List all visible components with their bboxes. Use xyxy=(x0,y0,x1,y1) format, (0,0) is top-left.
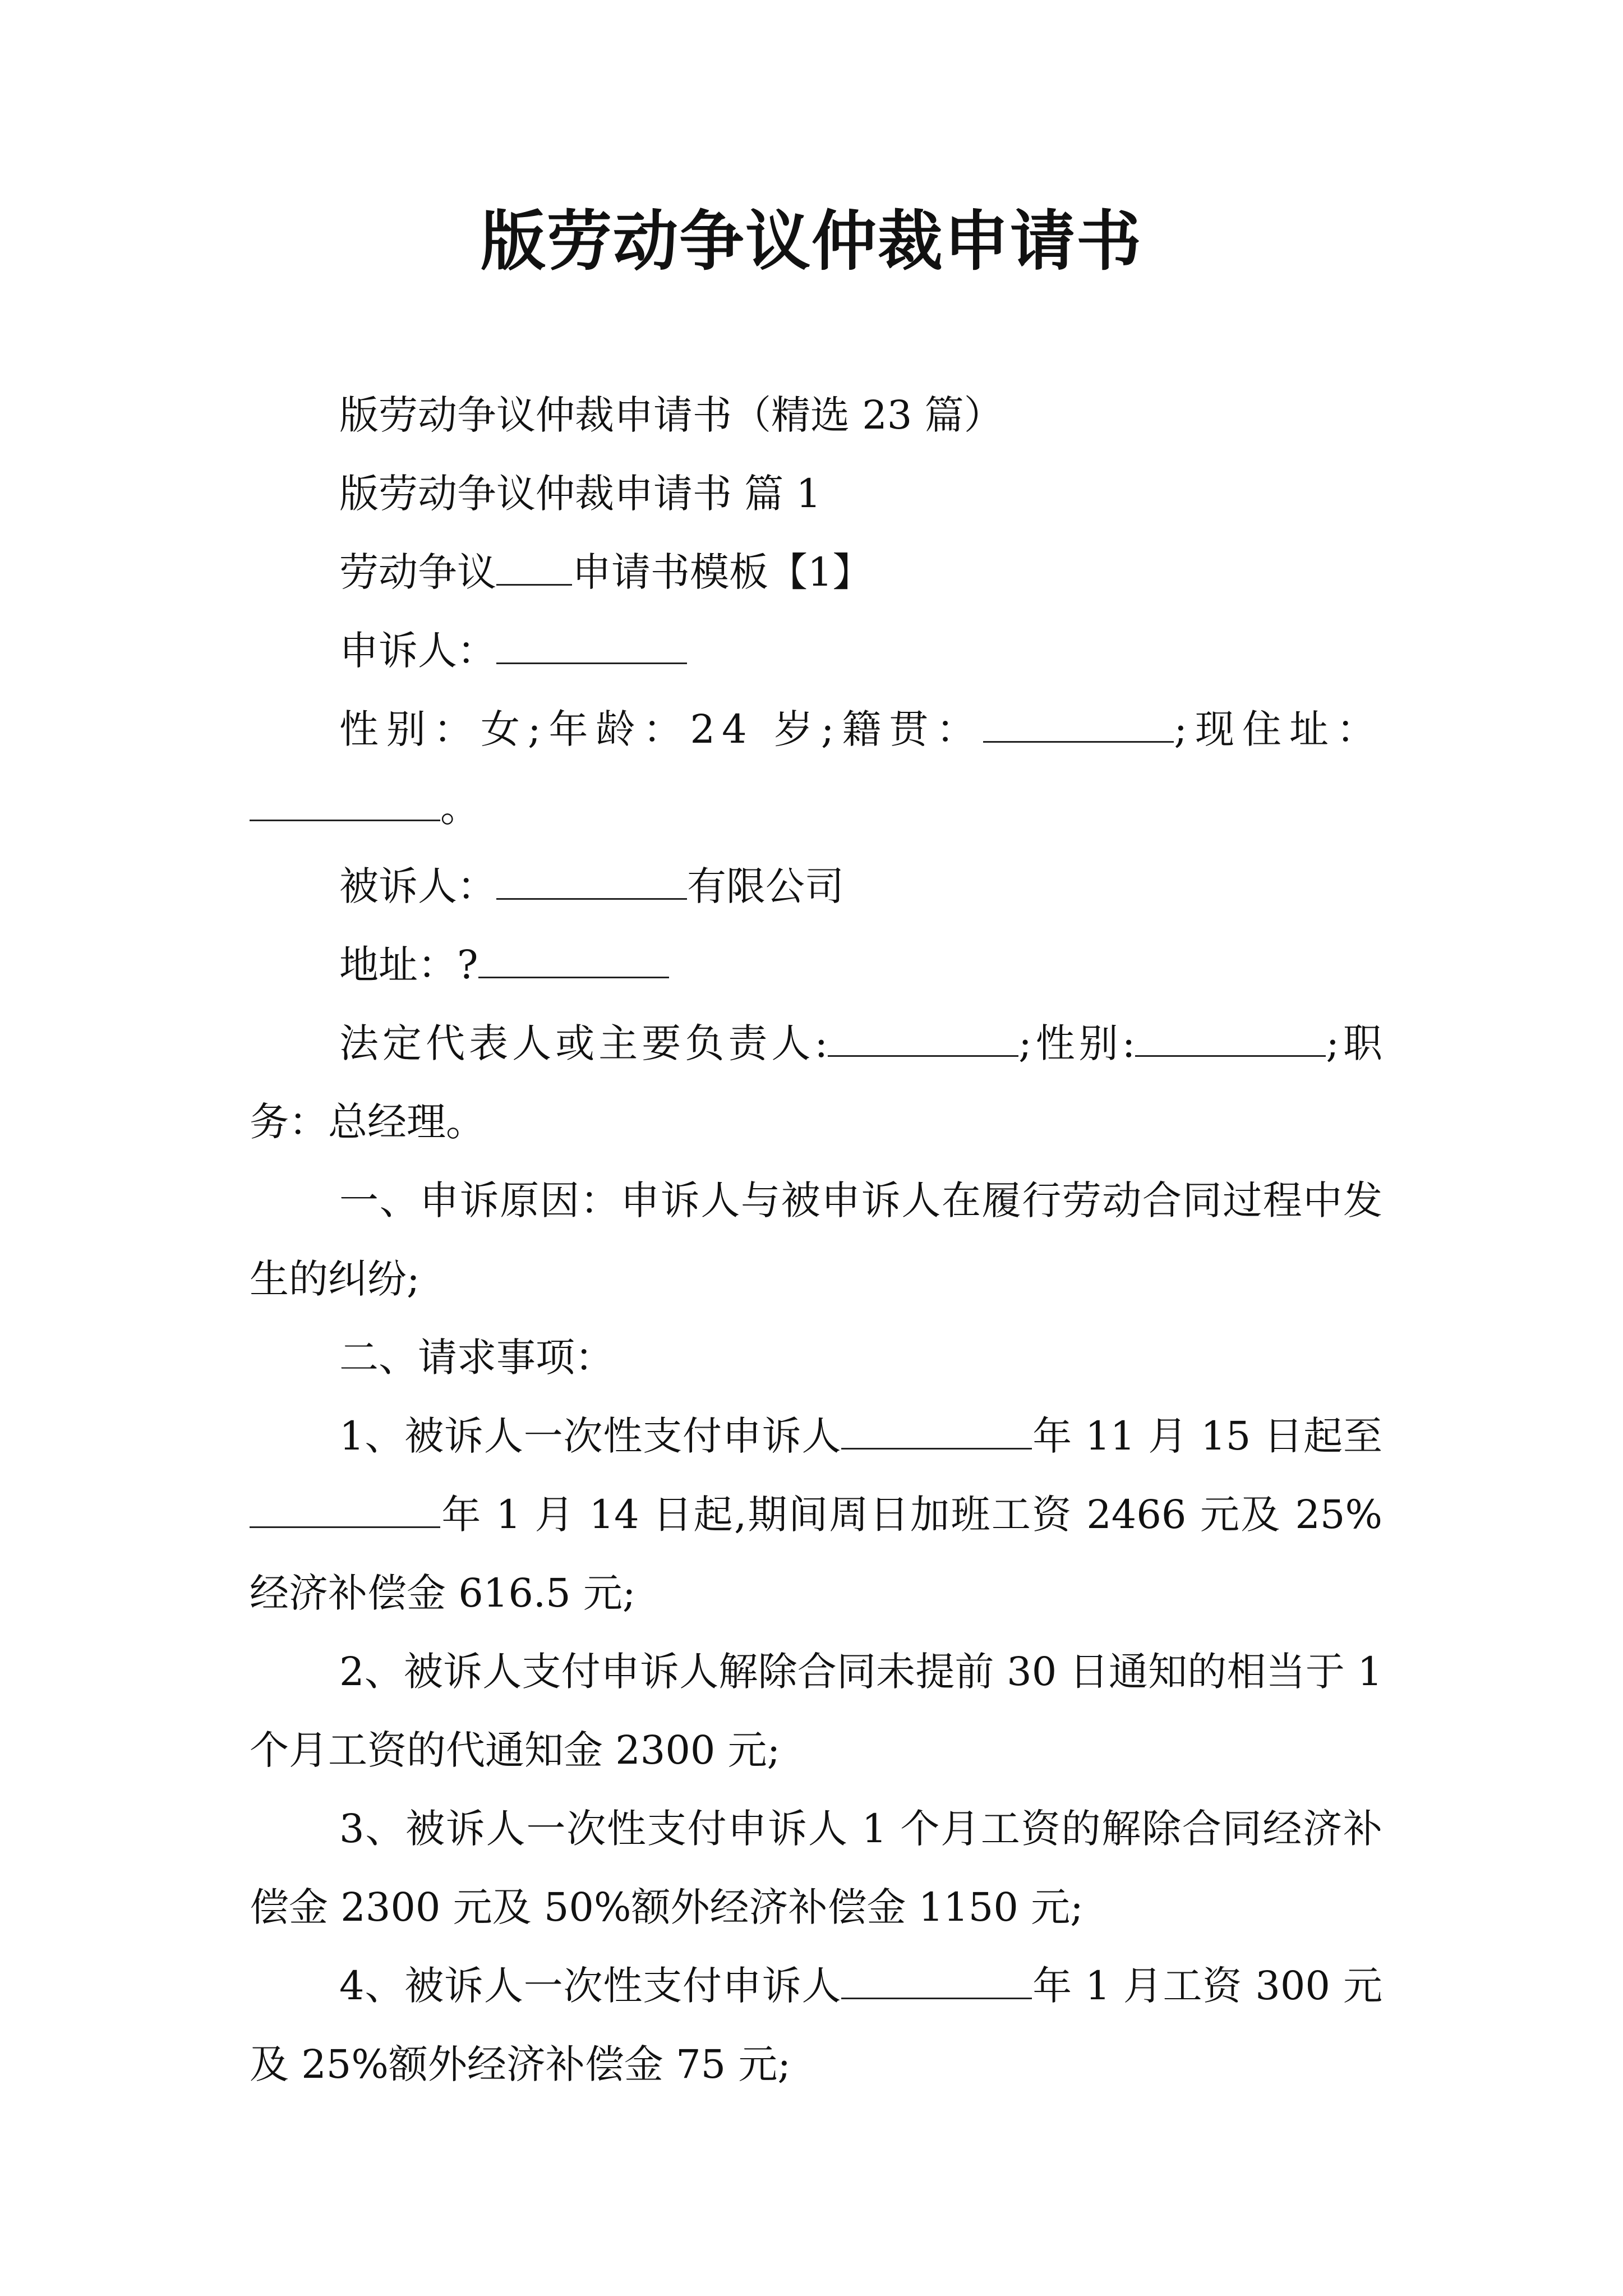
reason-line xyxy=(250,1161,1382,1318)
blank-field xyxy=(841,1963,1032,1999)
subtitle-line xyxy=(250,376,1382,454)
gender-text-a: 性别：女;年龄：24 岁;籍贯： xyxy=(339,706,984,752)
item1-text-c: 年 1 月 14 日起,期间周日加班工资 2466 元及 25%经济补偿金 616.5 元; xyxy=(250,1492,1382,1616)
template-text-b: 申请书模板【1】 xyxy=(572,549,872,595)
address-label: 地址：? xyxy=(339,942,478,988)
blank-field xyxy=(496,863,687,900)
complainant-line xyxy=(250,611,1382,690)
blank-field xyxy=(1135,1020,1326,1057)
blank-field xyxy=(841,1413,1032,1450)
request-item-1 xyxy=(250,1397,1382,1632)
blank-field xyxy=(496,628,687,664)
item3-text: 3、被诉人一次性支付申诉人 1 个月工资的解除合同经济补偿金 2300 元及 50%额外经济补偿金 1150 元; xyxy=(250,1806,1382,1930)
item4-text-a: 4、被诉人一次性支付申诉人 xyxy=(339,1963,842,2009)
template-text-a: 劳动争议 xyxy=(339,549,496,595)
blank-field xyxy=(828,1020,1018,1057)
section-line xyxy=(250,454,1382,533)
respondent-label: 被诉人： xyxy=(339,863,496,909)
complainant-label: 申诉人： xyxy=(339,628,496,674)
blank-field xyxy=(478,942,669,978)
document-title: 版劳动争议仲裁申请书 xyxy=(481,203,1142,279)
gender-text-c: 。 xyxy=(440,785,486,831)
section-text: 版劳动争议仲裁申请书 篇 1 xyxy=(339,471,822,517)
blank-field xyxy=(983,706,1174,743)
requests-heading-line xyxy=(250,1318,1382,1397)
subtitle-text: 版劳动争议仲裁申请书（精选 23 篇） xyxy=(339,392,1003,438)
document-body xyxy=(250,376,1382,2104)
legal-rep-position: ;职务：总经理。 xyxy=(250,1020,1382,1145)
request-item-3 xyxy=(250,1789,1382,1947)
item1-text-b: 年 11 月 15 日起至 xyxy=(1032,1413,1382,1459)
legal-rep-gender-label: ;性别: xyxy=(1018,1020,1136,1066)
item1-text-a: 1、被诉人一次性支付申诉人 xyxy=(339,1413,842,1459)
legal-rep-line xyxy=(250,1004,1382,1161)
address-line xyxy=(250,926,1382,1004)
request-item-4 xyxy=(250,1947,1382,2104)
gender-line xyxy=(250,690,1382,847)
blank-field xyxy=(496,549,572,586)
blank-field xyxy=(250,1492,440,1528)
blank-field xyxy=(250,785,440,821)
requests-heading: 二、请求事项： xyxy=(339,1335,614,1381)
gender-text-b: ;现住址： xyxy=(1174,706,1382,752)
reason-text: 一、申诉原因：申诉人与被申诉人在履行劳动合同过程中发生的纠纷; xyxy=(250,1177,1382,1302)
legal-rep-label: 法定代表人或主要负责人: xyxy=(339,1020,828,1066)
item2-text: 2、被诉人支付申诉人解除合同未提前 30 日通知的相当于 1 个月工资的代通知金 2300 元; xyxy=(250,1649,1382,1773)
request-item-2 xyxy=(250,1632,1382,1789)
respondent-line xyxy=(250,847,1382,926)
item4-text-b: 年 1 月工资 300 元及 25%额外经济补偿金 75 元; xyxy=(250,1963,1382,2087)
template-line xyxy=(250,533,1382,611)
respondent-company: 有限公司 xyxy=(687,863,844,909)
